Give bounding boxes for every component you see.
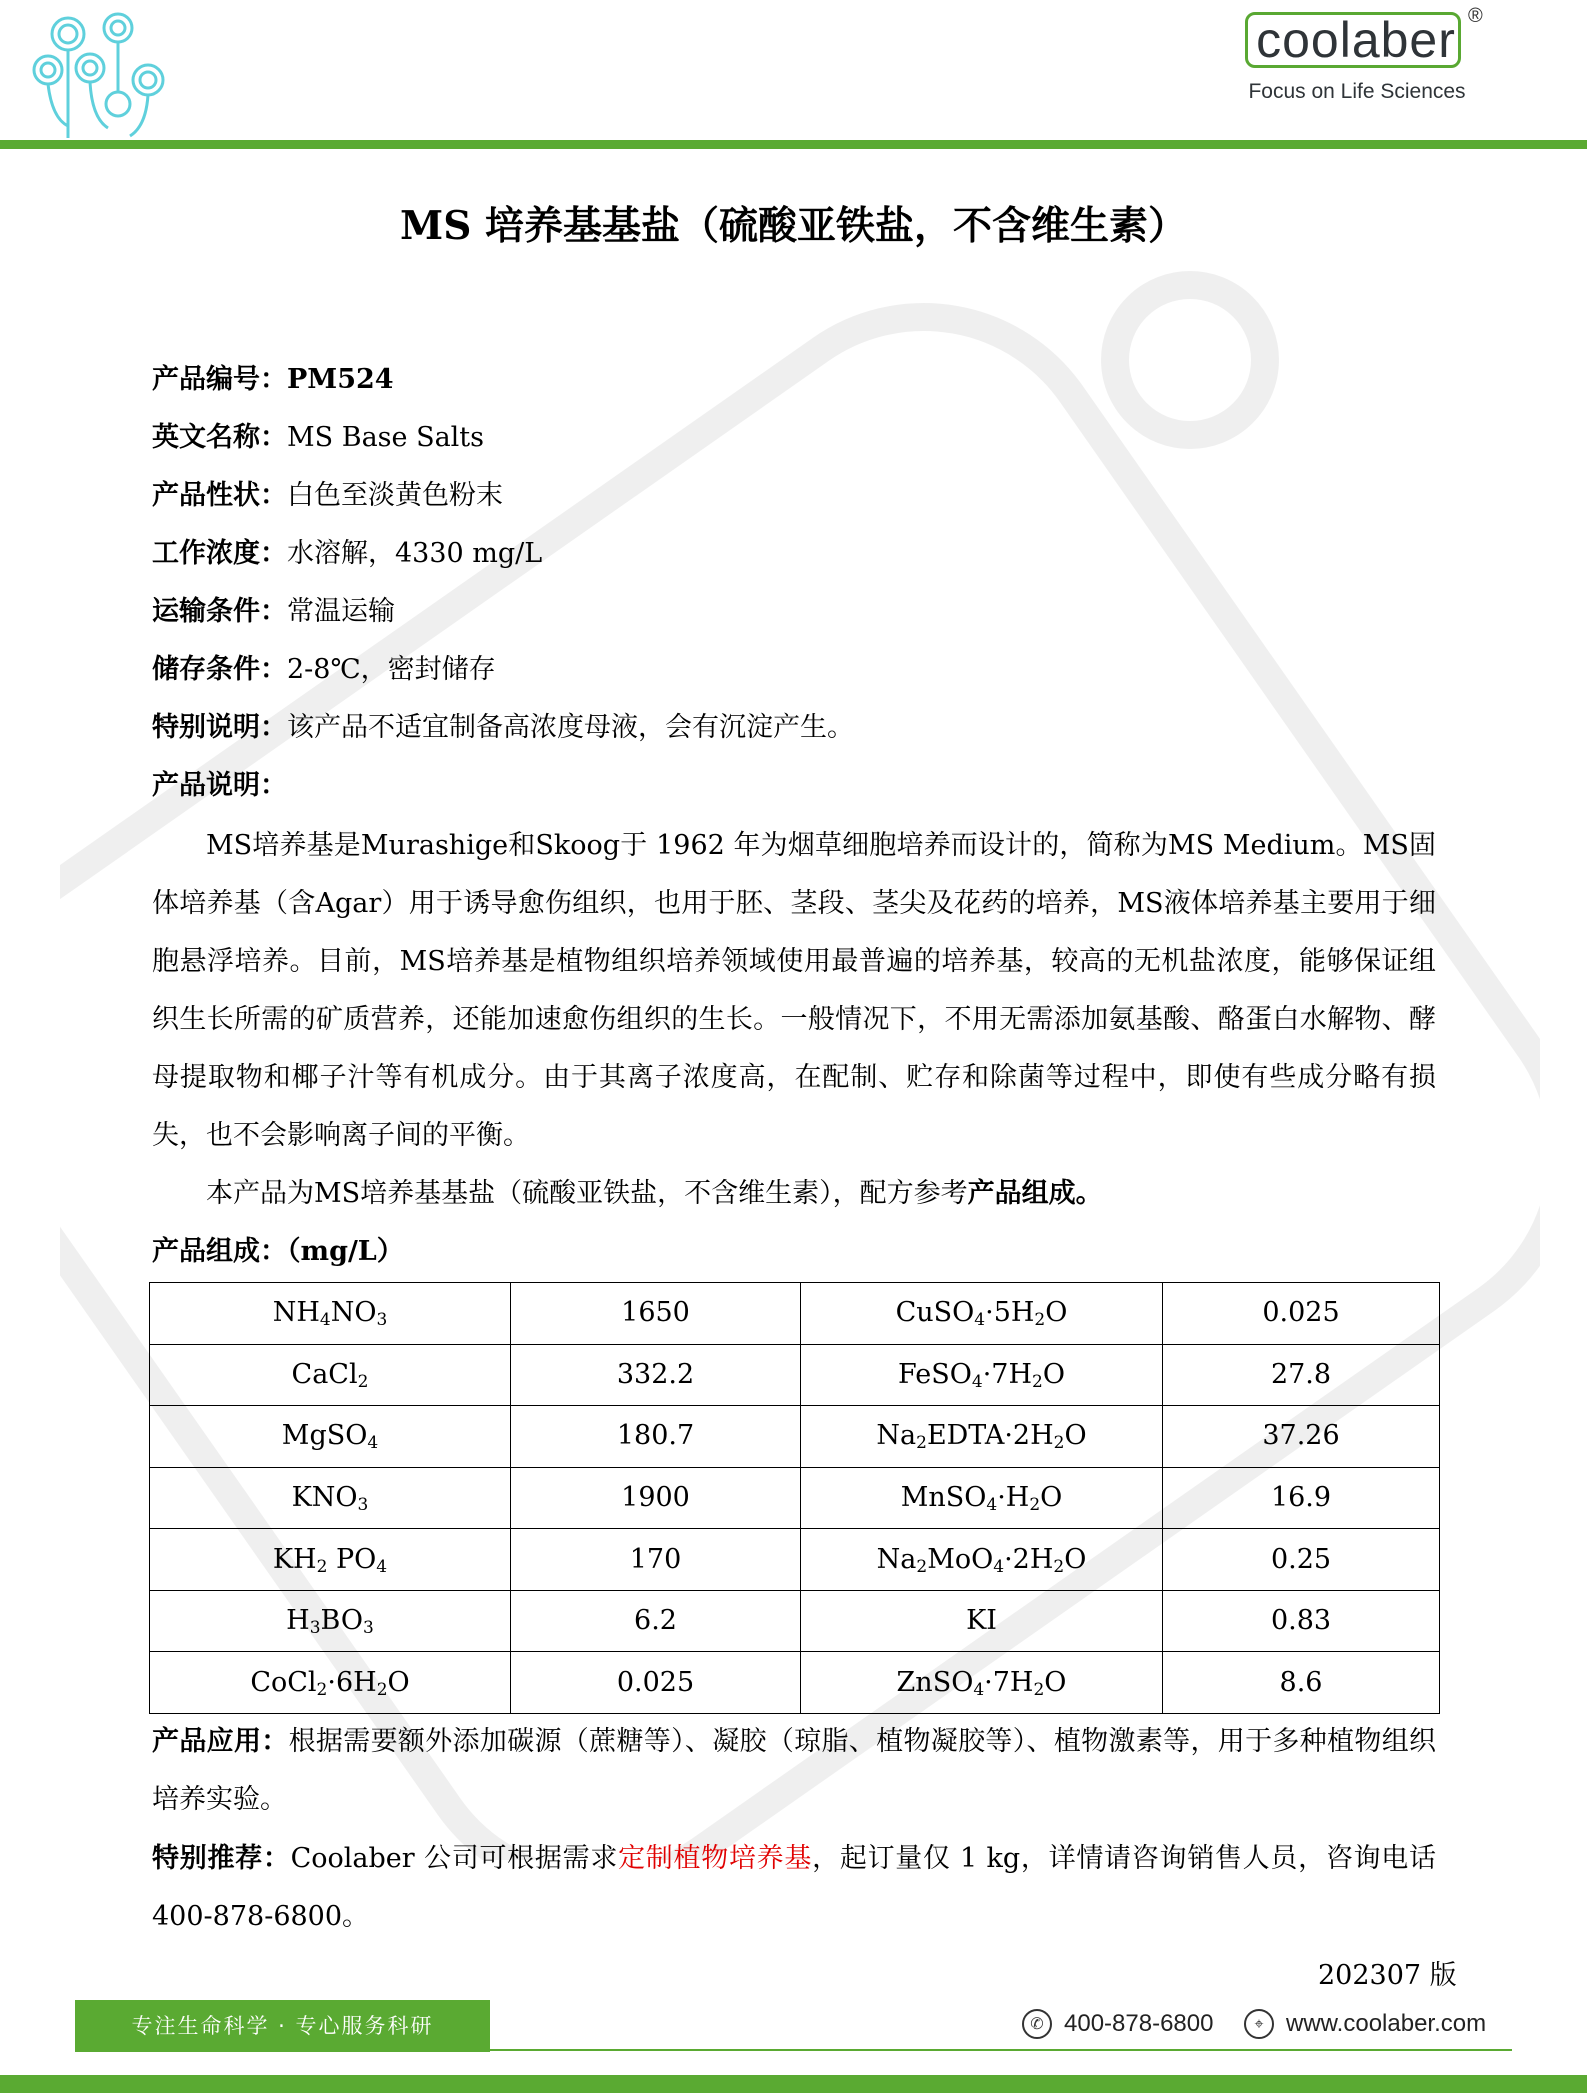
component-name-cell <box>801 1590 1163 1652</box>
footer-divider <box>75 2049 1512 2051</box>
formula-text: MnSO <box>900 1481 987 1513</box>
component-name-cell <box>801 1344 1163 1406</box>
formula-subscript: 4 <box>376 1556 388 1577</box>
formula-text: O <box>1042 1358 1065 1390</box>
component-name-cell <box>801 1652 1163 1714</box>
product-code-value: PM524 <box>287 364 394 395</box>
recommendation-label: 特别推荐： <box>152 1843 291 1874</box>
formula-subscript: 2 <box>916 1433 927 1454</box>
formula-text: ·5H <box>985 1297 1035 1329</box>
component-name-cell <box>150 1283 511 1345</box>
molecule-logo-icon <box>30 8 180 148</box>
formula-text: Na <box>876 1543 917 1575</box>
table-row <box>150 1529 1440 1591</box>
formula-subscript: 3 <box>363 1618 374 1639</box>
special-note-value: 该产品不适宜制备高浓度母液，会有沉淀产生。 <box>287 712 854 743</box>
formula-text: O <box>1045 1297 1068 1329</box>
formula-subscript: 4 <box>993 1556 1005 1577</box>
component-name-cell <box>801 1406 1163 1468</box>
formula-text: ·H <box>997 1481 1030 1513</box>
application-label: 产品应用： <box>152 1726 289 1757</box>
component-value-cell: 0.25 <box>1163 1529 1440 1591</box>
recommendation-row <box>152 1830 1436 1946</box>
special-note-row <box>152 710 1442 746</box>
formula-subscript: 2 <box>316 1679 328 1700</box>
formula-text: KI <box>966 1605 997 1637</box>
shipping-row <box>152 594 1442 630</box>
formula-text: O <box>1064 1420 1087 1452</box>
formula-subscript: 2 <box>1034 1310 1046 1331</box>
formula-text: MgSO <box>281 1420 368 1452</box>
component-value-cell: 0.025 <box>511 1652 801 1714</box>
working-conc-value: 水溶解，4330 mg/L <box>287 538 543 569</box>
recommendation-text: Coolaber 公司可根据需求 <box>290 1843 619 1874</box>
application-text: 根据需要额外添加碳源（蔗糖等）、凝胶（琼脂、植物凝胶等）、植物激素等，用于多种植物组织培养实验。 <box>152 1726 1437 1815</box>
component-name-cell <box>150 1467 511 1529</box>
description-heading-row <box>152 768 1442 804</box>
formula-text: O <box>1040 1481 1063 1513</box>
composition-table <box>149 1282 1440 1714</box>
english-name-row <box>152 420 1442 456</box>
formula-subscript: 2 <box>316 1556 328 1577</box>
table-row <box>150 1652 1440 1714</box>
description-paragraph-2-text: 本产品为MS培养基基盐（硫酸亚铁盐，不含维生素），配方参考 <box>206 1178 968 1209</box>
shipping-label: 运输条件： <box>152 596 287 627</box>
footer-website[interactable]: www.coolaber.com <box>1286 2010 1487 2037</box>
formula-text: NO <box>330 1297 377 1329</box>
document-title: MS 培养基基盐（硫酸亚铁盐，不含维生素） <box>400 203 1187 249</box>
brand-tagline: Focus on Life Sciences <box>1248 80 1466 103</box>
component-value-cell: 180.7 <box>511 1406 801 1468</box>
formula-subscript: 3 <box>357 1494 369 1515</box>
description-paragraph: MS培养基是Murashige和Skoog于 1962 年为烟草细胞培养而设计的，简称为MS Medium。MS固体培养基（含Agar）用于诱导愈伤组织，也用于胚、茎段、茎尖及花药的培养，MS液体培养基主要用于细胞悬浮培养。目前，MS培养基是植物组织培养领域使用最普遍的培养基，较高的无机盐浓度，能够保证组织生长所需的矿质营养，还能加速愈伤组织的生长。一般情况下，不用无需添加氨基酸、酪蛋白水解物、酵母提取物和椰子汁等有机成分。由于其离子浓度高，在配制、贮存和除菌等过程中，即使有些成分略有损失，也不会影响离子间的平衡。 <box>152 830 1436 1151</box>
english-name-value: MS Base Salts <box>287 422 485 453</box>
formula-text: PO <box>327 1543 377 1575</box>
footer-phone[interactable]: 400-878-6800 <box>1064 2010 1214 2037</box>
working-conc-label: 工作浓度： <box>152 538 287 569</box>
english-name-label: 英文名称： <box>152 422 287 453</box>
table-row <box>150 1283 1440 1345</box>
formula-subscript: 4 <box>319 1310 331 1331</box>
header-divider <box>0 140 1587 149</box>
formula-subscript: 3 <box>309 1618 321 1639</box>
product-code-row <box>152 362 1442 398</box>
composition-reference: 产品组成。 <box>967 1178 1103 1209</box>
component-value-cell: 27.8 <box>1163 1344 1440 1406</box>
table-row <box>150 1406 1440 1468</box>
working-conc-row <box>152 536 1442 572</box>
formula-text: NH <box>272 1297 320 1329</box>
component-value-cell: 0.83 <box>1163 1590 1440 1652</box>
special-note-label: 特别说明： <box>152 712 287 743</box>
product-code-label: 产品编号： <box>152 364 287 395</box>
component-name-cell <box>150 1406 511 1468</box>
formula-text: CaCl <box>291 1358 358 1390</box>
component-value-cell: 170 <box>511 1529 801 1591</box>
formula-text: Na <box>876 1420 917 1452</box>
component-name-cell <box>150 1344 511 1406</box>
phone-icon: ✆ <box>1022 2009 1052 2039</box>
formula-subscript: 4 <box>367 1433 379 1454</box>
footer-bar <box>0 2075 1587 2093</box>
component-value-cell: 1900 <box>511 1467 801 1529</box>
storage-label: 储存条件： <box>152 654 287 685</box>
component-name-cell <box>801 1467 1163 1529</box>
component-name-cell <box>801 1283 1163 1345</box>
table-row <box>150 1590 1440 1652</box>
component-value-cell: 8.6 <box>1163 1652 1440 1714</box>
footer-slogan: 专注生命科学 · 专心服务科研 <box>131 2014 434 2038</box>
formula-subscript: 2 <box>1053 1556 1065 1577</box>
formula-text: BO <box>320 1605 364 1637</box>
formula-subscript: 2 <box>376 1679 388 1700</box>
formula-text: CuSO <box>895 1297 975 1329</box>
formula-subscript: 2 <box>1053 1433 1065 1454</box>
formula-text: O <box>1044 1666 1067 1698</box>
component-name-cell <box>150 1529 511 1591</box>
formula-text: FeSO <box>898 1358 972 1390</box>
formula-text: O <box>1064 1543 1087 1575</box>
formula-subscript: 2 <box>1032 1371 1043 1392</box>
component-value-cell: 1650 <box>511 1283 801 1345</box>
composition-heading-row <box>152 1234 1442 1270</box>
formula-text: KNO <box>291 1481 358 1513</box>
appearance-row <box>152 478 1442 514</box>
formula-text: O <box>387 1666 410 1698</box>
formula-text: ·2H <box>1004 1543 1054 1575</box>
component-value-cell: 332.2 <box>511 1344 801 1406</box>
component-value-cell: 6.2 <box>511 1590 801 1652</box>
component-value-cell: 37.26 <box>1163 1406 1440 1468</box>
appearance-label: 产品性状： <box>152 480 287 511</box>
description-paragraph-2 <box>152 1176 1436 1212</box>
formula-subscript: 2 <box>1033 1679 1045 1700</box>
brand-logo: coolaber <box>1256 12 1456 68</box>
formula-subscript: 4 <box>971 1371 983 1392</box>
component-name-cell <box>150 1652 511 1714</box>
component-name-cell <box>801 1529 1163 1591</box>
storage-value: 2-8℃，密封储存 <box>287 654 496 685</box>
formula-text: H <box>286 1605 310 1637</box>
formula-text: EDTA·2H <box>926 1420 1054 1452</box>
formula-text: CoCl <box>250 1666 317 1698</box>
composition-label: 产品组成：（mg/L） <box>152 1236 404 1267</box>
shipping-value: 常温运输 <box>287 596 395 627</box>
formula-subscript: 4 <box>986 1494 998 1515</box>
formula-text: KH <box>272 1543 317 1575</box>
formula-subscript: 3 <box>376 1310 388 1331</box>
component-name-cell <box>150 1590 511 1652</box>
formula-subscript: 2 <box>916 1556 928 1577</box>
formula-subscript: 4 <box>974 1310 986 1331</box>
registered-mark: ® <box>1468 5 1483 27</box>
table-row <box>150 1467 1440 1529</box>
storage-row <box>152 652 1442 688</box>
formula-subscript: 2 <box>1029 1494 1041 1515</box>
globe-icon: ⌖ <box>1244 2009 1274 2039</box>
custom-medium-link[interactable]: 定制植物培养基 <box>618 1843 813 1874</box>
component-value-cell: 16.9 <box>1163 1467 1440 1529</box>
formula-subscript: 2 <box>357 1371 369 1392</box>
version-label: 202307 版 <box>1318 1960 1457 1991</box>
component-value-cell: 0.025 <box>1163 1283 1440 1345</box>
formula-subscript: 4 <box>973 1679 985 1700</box>
formula-text: ·7H <box>982 1358 1033 1390</box>
formula-text: ·7H <box>984 1666 1034 1698</box>
formula-text: ·6H <box>327 1666 377 1698</box>
formula-text: MoO <box>927 1543 994 1575</box>
application-row <box>152 1713 1436 1829</box>
table-row <box>150 1344 1440 1406</box>
description-label: 产品说明： <box>152 770 287 801</box>
formula-text: ZnSO <box>896 1666 974 1698</box>
appearance-value: 白色至淡黄色粉末 <box>287 480 503 511</box>
recommendation-text-end: ，起订量仅 1 kg，详情请咨询销售人员，咨询电话 400-878-6800。 <box>152 1843 1437 1932</box>
